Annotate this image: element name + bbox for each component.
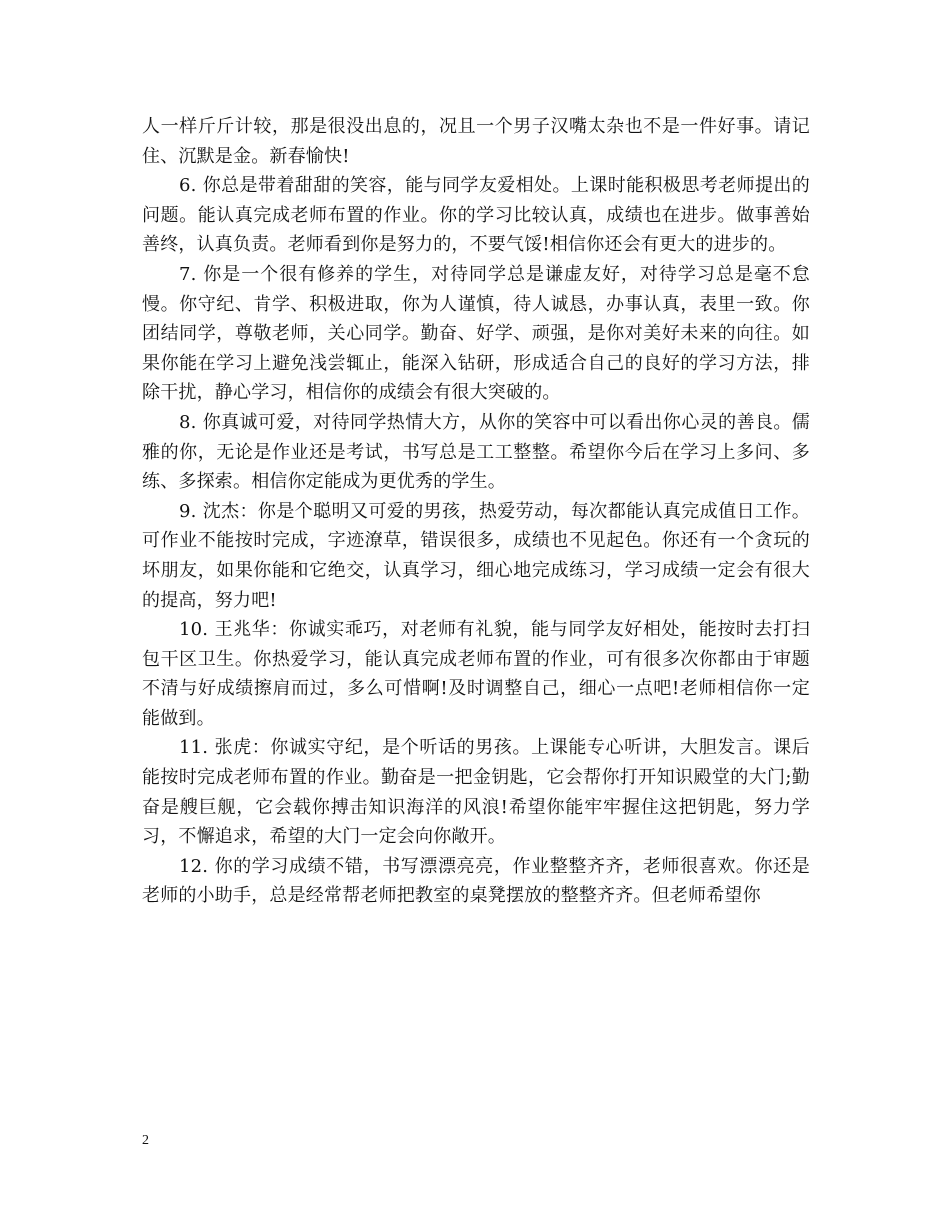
paragraph-item-8: 8. 你真诚可爱，对待同学热情大方，从你的笑容中可以看出你心灵的善良。儒雅的你，无论是作业还是考试，书写总是工工整整。希望你今后在学习上多问、多练、多探索。相信你定能成为更优秀的学生。 — [142, 411, 810, 493]
paragraph-item-10: 10. 王兆华：你诚实乖巧，对老师有礼貌，能与同学友好相处，能按时去打扫包干区卫生。你热爱学习，能认真完成老师布置的作业，可有很多次你都由于审题不清与好成绩擦肩而过，多么可惜啊!及时调整自己，细心一点吧!老师相信你一定能做到。 — [142, 619, 810, 729]
paragraph-continued: 人一样斤斤计较，那是很没出息的，况且一个男子汉嘴太杂也不是一件好事。请记住、沉默是金。新春愉快! — [142, 116, 810, 167]
page-number: 2 — [142, 1133, 149, 1148]
paragraph-item-11: 11. 张虎：你诚实守纪，是个听话的男孩。上课能专心听讲，大胆发言。课后能按时完成老师布置的作业。勤奋是一把金钥匙，它会帮你打开知识殿堂的大门;勤奋是艘巨舰，它会载你搏击知识海洋的风浪!希望你能牢牢握住这把钥匙，努力学习，不懈追求，希望的大门一定会向你敞开。 — [142, 737, 810, 848]
paragraph-item-12: 12. 你的学习成绩不错，书写漂漂亮亮，作业整整齐齐，老师很喜欢。你还是老师的小助手，总是经常帮老师把教室的桌凳摆放的整整齐齐。但老师希望你 — [142, 855, 810, 907]
paragraph-item-9: 9. 沈杰：你是个聪明又可爱的男孩，热爱劳动，每次都能认真完成值日工作。可作业不能按时完成，字迹潦草，错误很多，成绩也不见起色。你还有一个贪玩的坏朋友，如果你能和它绝交，认真学习，细心地完成练习，学习成绩一定会有很大的提高，努力吧! — [142, 500, 810, 611]
document-body — [142, 112, 810, 911]
paragraph-item-6: 6. 你总是带着甜甜的笑容，能与同学友爱相处。上课时能积极思考老师提出的问题。能认真完成老师布置的作业。你的学习比较认真，成绩也在进步。做事善始善终，认真负责。老师看到你是努力的，不要气馁!相信你还会有更大的进步的。 — [142, 175, 810, 256]
paragraph-item-7: 7. 你是一个很有修养的学生，对待同学总是谦虚友好，对待学习总是毫不怠慢。你守纪、肯学、积极进取，你为人谨慎，待人诚恳，办事认真，表里一致。你团结同学，尊敬老师，关心同学。勤奋、好学、顽强，是你对美好未来的向往。如果你能在学习上避免浅尝辄止，能深入钻研，形成适合自己的良好的学习方法，排除干扰，静心学习，相信你的成绩会有很大突破的。 — [142, 263, 810, 404]
